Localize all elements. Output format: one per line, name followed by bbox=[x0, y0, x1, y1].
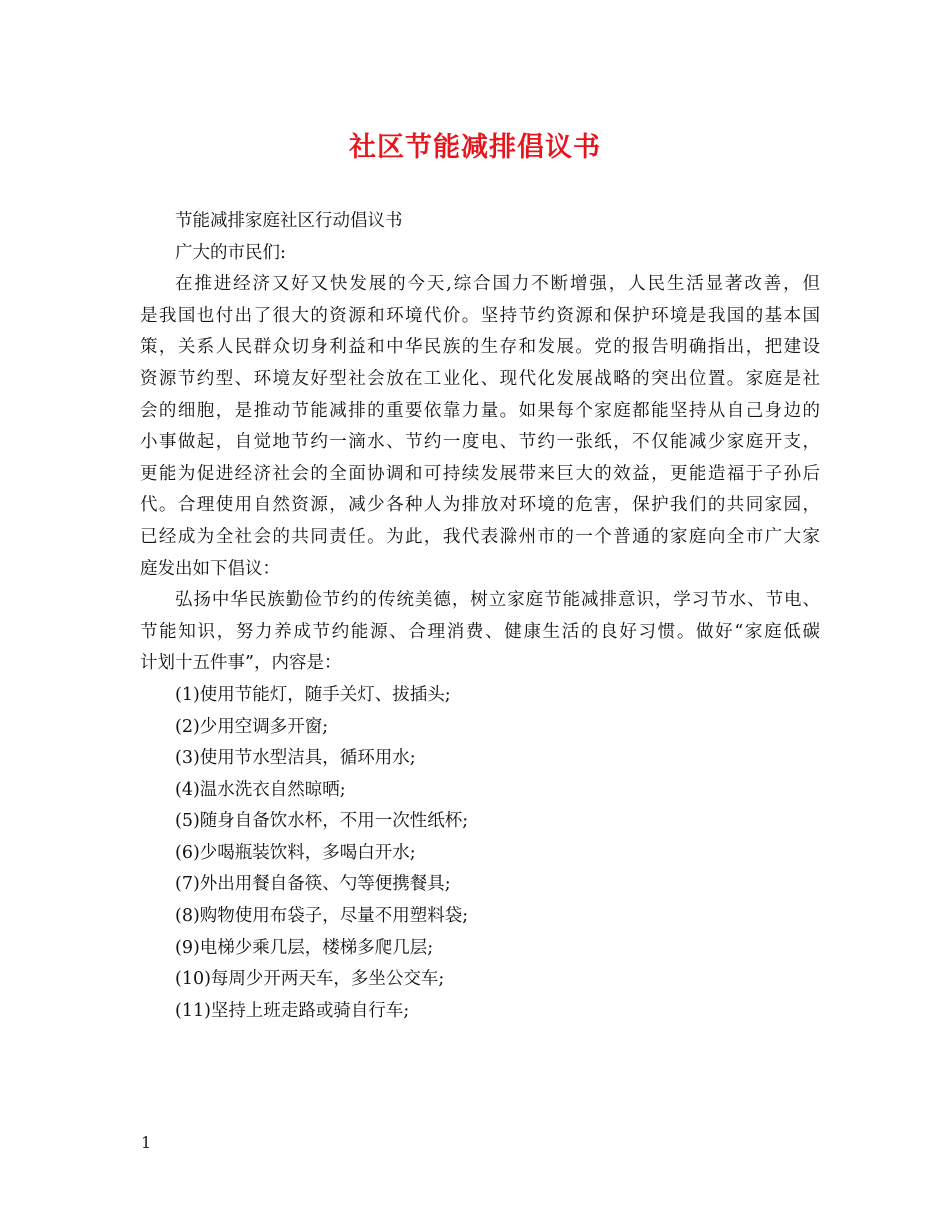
paragraph-line: 代。合理使用自然资源，减少各种人为排放对环境的危害，保护我们的共同家园， bbox=[140, 495, 820, 516]
document-title: 社区节能减排倡议书 bbox=[349, 132, 601, 163]
list-item: (4)温水洗衣自然晾晒; bbox=[175, 779, 346, 800]
paragraph-line: 已经成为全社会的共同责任。为此，我代表滁州市的一个普通的家庭向全市广大家 bbox=[140, 526, 820, 547]
list-item: (8)购物使用布袋子，尽量不用塑料袋; bbox=[175, 906, 469, 927]
paragraph-line: 节能知识，努力养成节约能源、合理消费、健康生活的良好习惯。做好“家庭低碳 bbox=[140, 621, 820, 642]
paragraph-line: 更能为促进经济社会的全面协调和可持续发展带来巨大的效益，更能造福于子孙后 bbox=[140, 463, 820, 484]
salutation-line: 广大的市民们: bbox=[175, 242, 286, 263]
list-item: (9)电梯少乘几层，楼梯多爬几层; bbox=[175, 937, 434, 958]
document-body bbox=[140, 206, 820, 1027]
list-item: (2)少用空调多开窗; bbox=[175, 716, 329, 737]
paragraph-line: 弘扬中华民族勤俭节约的传统美德，树立家庭节能减排意识，学习节水、节电、 bbox=[175, 590, 820, 611]
paragraph-line: 策，关系人民群众切身利益和中华民族的生存和发展。党的报告明确指出，把建设 bbox=[140, 337, 820, 358]
list-item: (5)随身自备饮水杯，不用一次性纸杯; bbox=[175, 811, 469, 832]
list-item: (11)坚持上班走路或骑自行车; bbox=[175, 1000, 410, 1021]
list-item: (1)使用节能灯，随手关灯、拔插头; bbox=[175, 684, 451, 705]
paragraph-line: 在推进经济又好又快发展的今天,综合国力不断增强，人民生活显著改善，但 bbox=[175, 274, 820, 295]
paragraph-line: 计划十五件事”，内容是： bbox=[140, 653, 342, 674]
list-item: (10)每周少开两天车，多坐公交车; bbox=[175, 969, 445, 990]
page-number: 1 bbox=[141, 1133, 152, 1152]
list-item: (6)少喝瓶装饮料，多喝白开水; bbox=[175, 842, 416, 863]
paragraph-line: 是我国也付出了很大的资源和环境代价。坚持节约资源和保护环境是我国的基本国 bbox=[140, 305, 820, 326]
list-item: (7)外出用餐自备筷、勺等便携餐具; bbox=[175, 874, 451, 895]
paragraph-line: 会的细胞，是推动节能减排的重要依靠力量。如果每个家庭都能坚持从自己身边的 bbox=[140, 400, 820, 421]
list-item: (3)使用节水型洁具，循环用水; bbox=[175, 748, 416, 769]
paragraph-line: 资源节约型、环境友好型社会放在工业化、现代化发展战略的突出位置。家庭是社 bbox=[140, 368, 820, 389]
paragraph-line: 庭发出如下倡议： bbox=[140, 558, 280, 579]
paragraph-line: 小事做起，自觉地节约一滴水、节约一度电、节约一张纸，不仅能减少家庭开支， bbox=[140, 432, 820, 453]
subtitle-line: 节能减排家庭社区行动倡议书 bbox=[175, 211, 403, 231]
